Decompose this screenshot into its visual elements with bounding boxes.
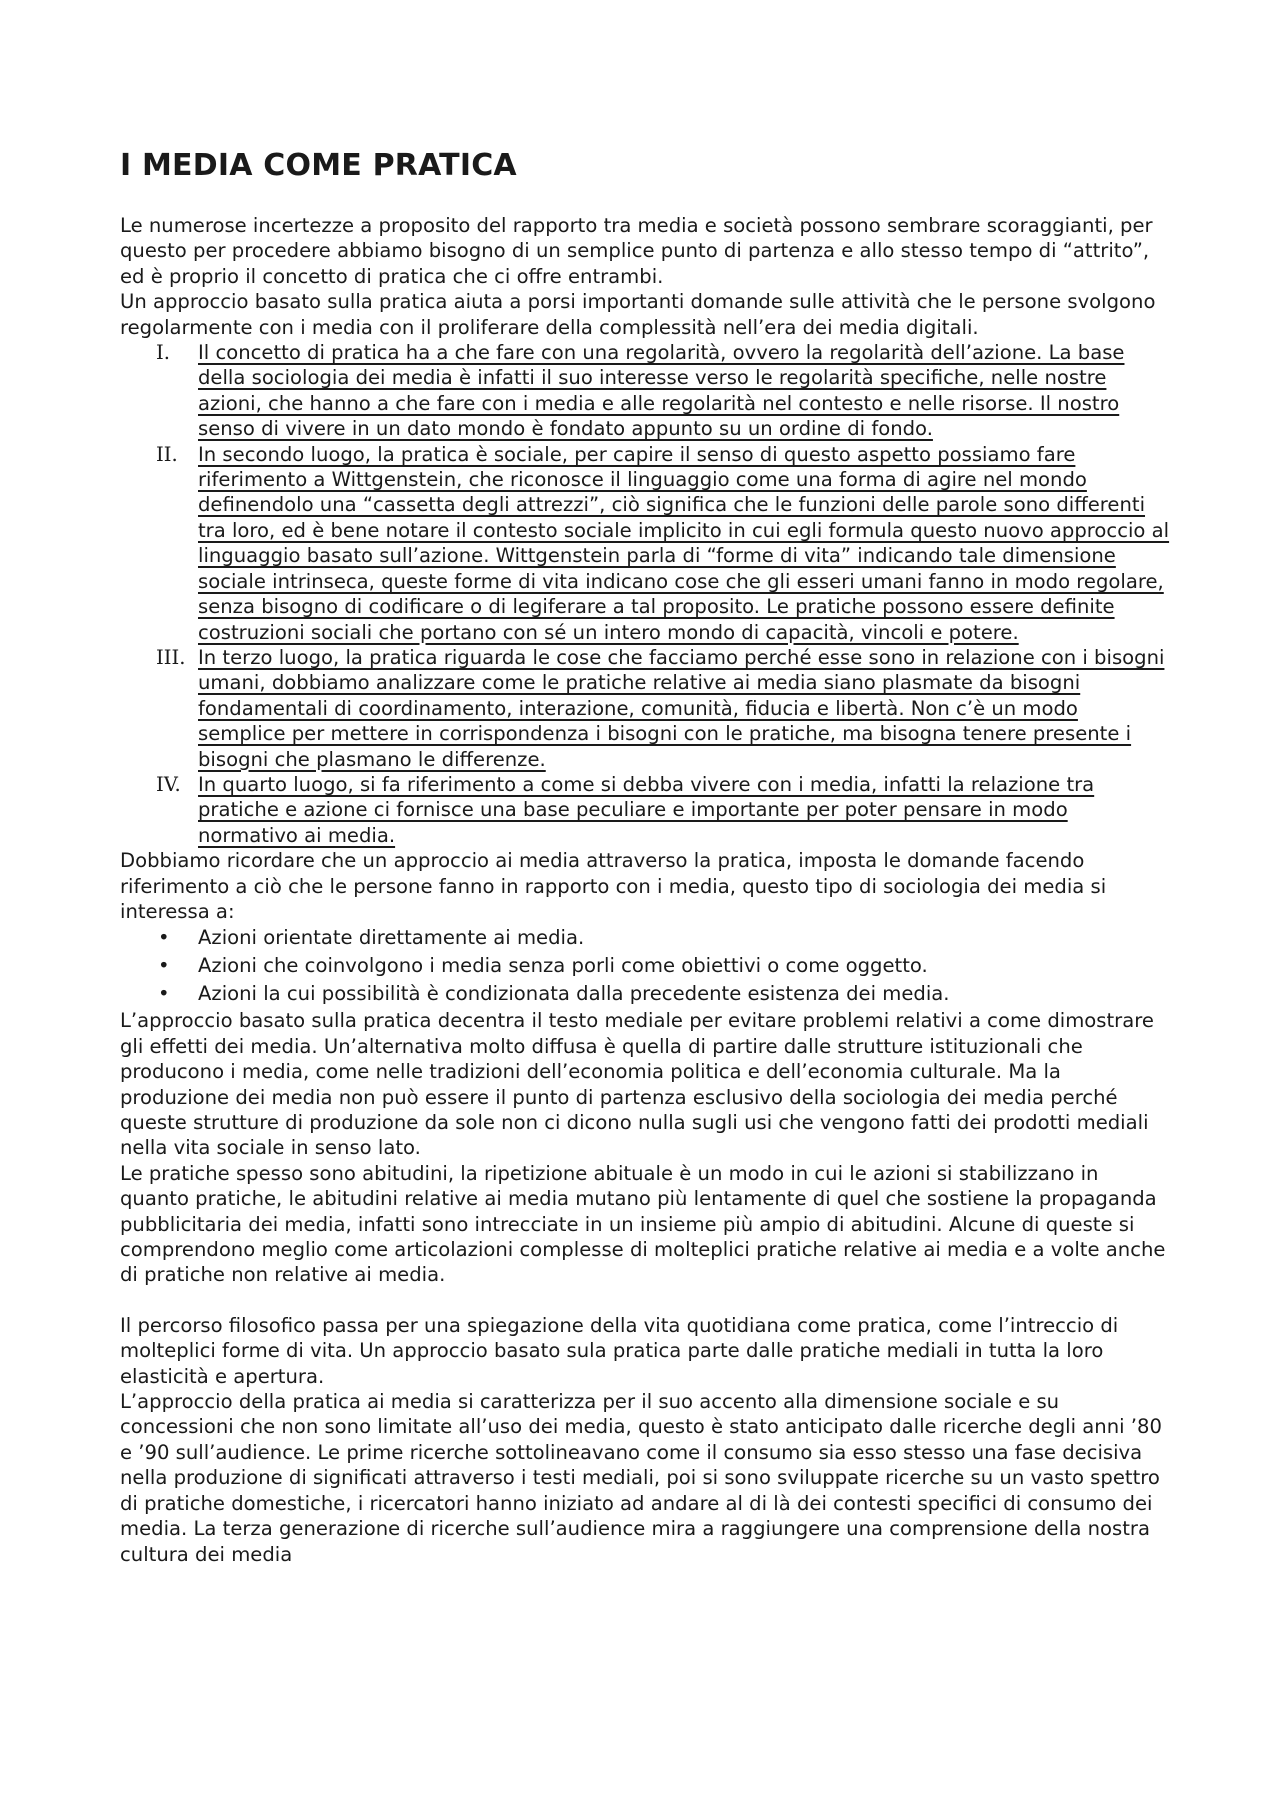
bullet-item (120, 952, 1170, 980)
roman-numbered-list (120, 340, 1170, 848)
list-item-number: I. (156, 341, 170, 365)
bullet-icon: • (158, 926, 170, 950)
bullet-item (120, 924, 1170, 952)
list-item (120, 442, 1170, 645)
bullet-icon: • (158, 954, 170, 978)
list-item-text: In secondo luogo, la pratica è sociale, per capire il senso di questo aspetto possiamo fare riferimento a Wittgenstein, che riconosce il linguaggio come una forma di agire nel mondo definendolo una “cassetta degli attrezzi”, ciò significa che le funzioni delle parole sono differenti tra loro, ed è bene notare il contesto sociale implicito in cui egli formula questo nuovo approccio al linguaggio basato sull’azione. Wittgenstein parla di “forme di vita” indicando tale dimensione sociale intrinseca, queste forme di vita indicano cose che gli esseri umani fanno in modo regolare, senza bisogno di codificare o di legiferare a tal proposito. Le pratiche possono essere definite costruzioni sociali che portano con sé un intero mondo di capacità, vincoli e potere. (198, 442, 1170, 644)
list-item-text: Il concetto di pratica ha a che fare con una regolarità, ovvero la regolarità dell’azione. La base della sociologia dei media è infatti il suo interesse verso le regolarità specifiche, nelle nostre azioni, che hanno a che fare con i media e alle regolarità nel contesto e nelle risorse. Il nostro senso di vivere in un dato mondo è fondato appunto su un ordine di fondo. (198, 341, 1125, 441)
list-item-number: II. (156, 442, 178, 466)
list-item-number: III. (156, 645, 186, 669)
intro-paragraph-1: Le numerose incertezze a proposito del rapporto tra media e società possono sembrare scoraggianti, per questo per procedere abbiamo bisogno di un semplice punto di partenza e allo stesso tempo di “attrito”, ed è proprio il concetto di pratica che ci offre entrambi. (120, 214, 1153, 288)
list-item-number: IV. (156, 772, 181, 796)
intro-paragraph-2: Un approccio basato sulla pratica aiuta a porsi importanti domande sulle attività che le persone svolgono regolarmente con i media con il proliferare della complessità nell’era dei media digitali. (120, 290, 1156, 339)
list-item (120, 772, 1170, 848)
bullet-icon: • (158, 982, 170, 1006)
document-title: I MEDIA COME PRATICA (120, 148, 517, 183)
bullet-text: Azioni la cui possibilità è condizionata dalla precedente esistenza dei media. (198, 982, 950, 1006)
list-item-text: In quarto luogo, si fa riferimento a come si debba vivere con i media, infatti la relazione tra pratiche e azione ci fornisce una base peculiare e importante per poter pensare in modo normativo ai media. (198, 772, 1095, 847)
body-paragraph-4: L’approccio della pratica ai media si caratterizza per il suo accento alla dimensione sociale e su concessioni che non sono limitate all’uso dei media, questo è stato anticipato dalle ricerche degli anni ’80 e ’90 sull’audience. Le prime ricerche sottolineavano come il consumo sia esso stesso una fase decisiva nella produzione di significati attraverso i testi mediali, poi si sono sviluppate ricerche su un vasto spettro di pratiche domestiche, i ricercatori hanno iniziato ad andare al di là dei contesti specifici di consumo dei media. La terza generazione di ricerche sull’audience mira a raggiungere una comprensione della nostra cultura dei media (120, 1390, 1162, 1566)
bullet-item (120, 980, 1170, 1008)
after-list-paragraph: Dobbiamo ricordare che un approccio ai media attraverso la pratica, imposta le domande facendo riferimento a ciò che le persone fanno in rapporto con i media, questo tipo di sociologia dei media si interessa a: (120, 849, 1107, 923)
bullet-text: Azioni orientate direttamente ai media. (198, 926, 585, 950)
document-page (120, 148, 1170, 1567)
list-item (120, 645, 1170, 772)
body-paragraph-3: Il percorso filosofico passa per una spiegazione della vita quotidiana come pratica, come l’intreccio di molteplici forme di vita. Un approccio basato sula pratica parte dalle pratiche mediali in tutta la loro elasticità e apertura. (120, 1313, 1119, 1388)
list-item-text: In terzo luogo, la pratica riguarda le cose che facciamo perché esse sono in relazione con i bisogni umani, dobbiamo analizzare come le pratiche relative ai media siano plasmate da bisogni fondamentali di coordinamento, interazione, comunità, fiducia e libertà. Non c’è un modo semplice per mettere in corrispondenza i bisogni con le pratiche, ma bisogna tenere presente i bisogni che plasmano le differenze. (198, 645, 1165, 771)
body-paragraph-1: L’approccio basato sulla pratica decentra il testo mediale per evitare problemi relativi a come dimostrare gli effetti dei media. Un’alternativa molto diffusa è quella di partire dalle strutture istituzionali che producono i media, come nelle tradizioni dell’economia politica e dell’economia culturale. Ma la produzione dei media non può essere il punto di partenza esclusivo della sociologia dei media perché queste strutture di produzione da sole non ci dicono nulla sugli usi che vengono fatti dei prodotti mediali nella vita sociale in senso lato. (120, 1009, 1154, 1160)
bullet-list (120, 924, 1170, 1008)
list-item (120, 340, 1170, 442)
paragraph-spacer (120, 1288, 1170, 1313)
body-paragraph-2: Le pratiche spesso sono abitudini, la ripetizione abituale è un modo in cui le azioni si stabilizzano in quanto pratiche, le abitudini relative ai media mutano più lentamente di quel che sostiene la propaganda pubblicitaria dei media, infatti sono intrecciate in un insieme più ampio di abitudini. Alcune di queste si comprendono meglio come articolazioni complesse di molteplici pratiche relative ai media e a volte anche di pratiche non relative ai media. (120, 1161, 1166, 1287)
bullet-text: Azioni che coinvolgono i media senza porli come obiettivi o come oggetto. (198, 954, 928, 978)
